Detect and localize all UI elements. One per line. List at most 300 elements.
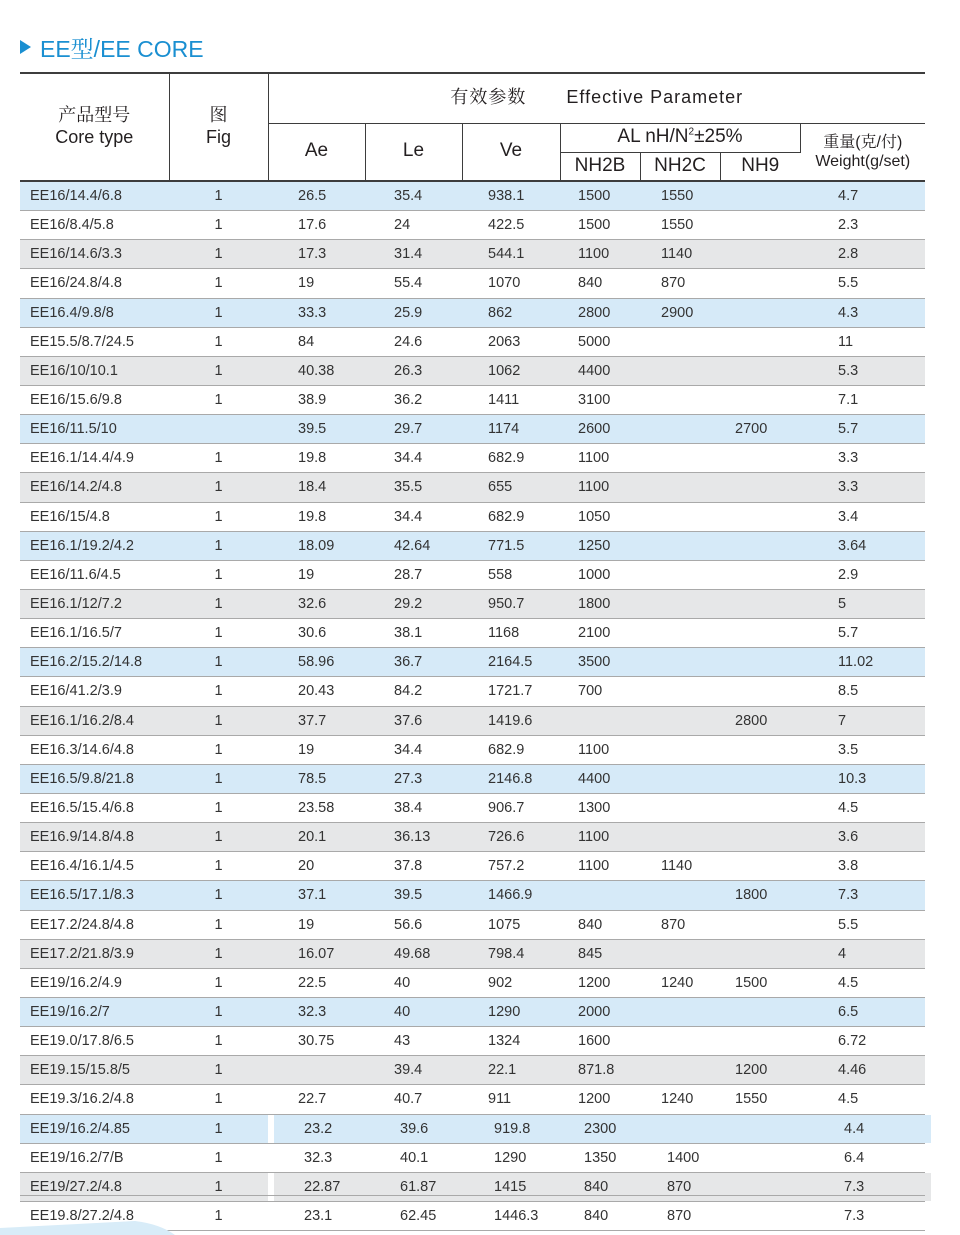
cell-w: 6.72 xyxy=(800,1027,925,1056)
table-row xyxy=(20,269,925,298)
table-row xyxy=(20,764,925,793)
cell-nh2b: 1500 xyxy=(560,181,640,211)
cell-le: 35.4 xyxy=(365,181,462,211)
cell-w: 3.6 xyxy=(800,823,925,852)
table-row xyxy=(20,648,925,677)
table-row xyxy=(20,1143,925,1172)
cell-ve: 906.7 xyxy=(462,793,560,822)
page-title xyxy=(20,30,204,64)
cell-nh9 xyxy=(720,823,800,852)
cell-nh2c xyxy=(640,823,720,852)
cell-fig: 1 xyxy=(169,385,268,414)
cell-nh9 xyxy=(720,1027,800,1056)
cell-nh2b: 2000 xyxy=(560,997,640,1026)
cell-fig: 1 xyxy=(169,560,268,589)
cell-type: EE16.4/16.1/4.5 xyxy=(20,852,169,881)
cell-fig: 1 xyxy=(169,968,268,997)
cell-nh9 xyxy=(726,1143,806,1172)
cell-ve: 919.8 xyxy=(468,1114,566,1143)
cell-fig: 1 xyxy=(169,997,268,1026)
cell-w: 4.5 xyxy=(800,1085,925,1114)
cell-fig: 1 xyxy=(169,706,268,735)
header-eff-en: Effective Parameter xyxy=(566,87,744,108)
cell-le: 24.6 xyxy=(365,327,462,356)
cell-nh2b: 1000 xyxy=(560,560,640,589)
cell-nh2b: 1350 xyxy=(566,1143,646,1172)
cell-nh2b: 2100 xyxy=(560,619,640,648)
cell-type: EE16.5/15.4/6.8 xyxy=(20,793,169,822)
cell-nh2b: 1800 xyxy=(560,589,640,618)
cell-nh9 xyxy=(720,648,800,677)
cell-nh2c xyxy=(640,735,720,764)
header-nh9: NH9 xyxy=(720,152,800,181)
cell-nh2c: 1550 xyxy=(640,181,720,211)
cell-w: 5.7 xyxy=(800,415,925,444)
table-row xyxy=(20,298,925,327)
cell-nh2b: 2600 xyxy=(560,415,640,444)
cell-fig: 1 xyxy=(169,677,268,706)
cell-le: 40.1 xyxy=(371,1143,468,1172)
cell-le: 56.6 xyxy=(365,910,462,939)
cell-le: 27.3 xyxy=(365,764,462,793)
cell-nh2b: 1300 xyxy=(560,793,640,822)
cell-ve: 862 xyxy=(462,298,560,327)
cell-nh2b: 2800 xyxy=(560,298,640,327)
header-al-suffix: ±25% xyxy=(694,126,743,148)
cell-fig: 1 xyxy=(169,735,268,764)
page-title-text: EE型/EE CORE xyxy=(40,35,204,62)
cell-le: 36.2 xyxy=(365,385,462,414)
cell-fig: 1 xyxy=(169,240,268,269)
cell-w: 7.3 xyxy=(800,881,925,910)
cell-ae: 26.5 xyxy=(268,181,365,211)
cell-fig: 1 xyxy=(169,619,268,648)
table-row xyxy=(20,910,925,939)
cell-nh9 xyxy=(720,211,800,240)
cell-ae: 22.5 xyxy=(268,968,365,997)
cell-fig: 1 xyxy=(169,648,268,677)
cell-nh2b: 3100 xyxy=(560,385,640,414)
table-row xyxy=(20,823,925,852)
cell-w: 11.02 xyxy=(800,648,925,677)
table-row xyxy=(20,240,925,269)
cell-fig: 1 xyxy=(169,269,268,298)
cell-nh2b: 1500 xyxy=(560,211,640,240)
cell-type: EE19/16.2/4.85 xyxy=(20,1114,169,1143)
header-fig-cn: 图 xyxy=(209,105,228,126)
cell-nh9 xyxy=(720,298,800,327)
cell-type: EE16.1/14.4/4.9 xyxy=(20,444,169,473)
cell-fig: 1 xyxy=(169,1056,268,1085)
cell-ve: 798.4 xyxy=(462,939,560,968)
cell-ae: 37.1 xyxy=(268,881,365,910)
cell-nh9 xyxy=(720,269,800,298)
cell-w: 3.3 xyxy=(800,444,925,473)
decorative-swoosh xyxy=(0,1218,175,1235)
cell-nh9 xyxy=(720,764,800,793)
cell-w: 2.3 xyxy=(800,211,925,240)
cell-ae: 23.1 xyxy=(274,1201,371,1230)
header-al xyxy=(560,123,800,152)
cell-nh9 xyxy=(720,473,800,502)
cell-le: 29.7 xyxy=(365,415,462,444)
cell-ae: 30.6 xyxy=(268,619,365,648)
cell-le: 34.4 xyxy=(365,444,462,473)
cell-ve: 2146.8 xyxy=(462,764,560,793)
cell-w: 6.4 xyxy=(806,1143,931,1172)
cell-nh2b: 840 xyxy=(560,910,640,939)
cell-fig: 1 xyxy=(169,181,268,211)
cell-nh9 xyxy=(720,793,800,822)
cell-ve: 1075 xyxy=(462,910,560,939)
table-body xyxy=(20,181,925,1231)
cell-ve: 2063 xyxy=(462,327,560,356)
cell-nh2c: 1140 xyxy=(640,852,720,881)
cell-type: EE16.1/16.2/8.4 xyxy=(20,706,169,735)
table-row xyxy=(20,1056,925,1085)
cell-fig: 1 xyxy=(169,881,268,910)
cell-fig: 1 xyxy=(169,823,268,852)
cell-nh2b: 871.8 xyxy=(560,1056,640,1085)
cell-ae: 38.9 xyxy=(268,385,365,414)
cell-type: EE19.15/15.8/5 xyxy=(20,1056,169,1085)
table-row xyxy=(20,589,925,618)
cell-nh2c: 1240 xyxy=(640,1085,720,1114)
table-row xyxy=(20,415,925,444)
cell-le: 37.6 xyxy=(365,706,462,735)
cell-ae: 19 xyxy=(268,735,365,764)
cell-fig: 1 xyxy=(169,939,268,968)
cell-type: EE19.3/16.2/4.8 xyxy=(20,1085,169,1114)
cell-ve: 1415 xyxy=(468,1172,566,1201)
cell-nh2b: 2300 xyxy=(566,1114,646,1143)
cell-ve: 950.7 xyxy=(462,589,560,618)
cell-ae: 32.6 xyxy=(268,589,365,618)
cell-nh2b: 4400 xyxy=(560,356,640,385)
cell-ae: 40.38 xyxy=(268,356,365,385)
cell-type: EE17.2/21.8/3.9 xyxy=(20,939,169,968)
cell-nh2c: 1550 xyxy=(640,211,720,240)
cell-w: 4.46 xyxy=(800,1056,925,1085)
cell-nh2c: 870 xyxy=(640,910,720,939)
cell-nh9 xyxy=(726,1201,806,1230)
cell-nh2b: 1200 xyxy=(560,1085,640,1114)
cell-ae: 18.09 xyxy=(268,531,365,560)
cell-le: 40 xyxy=(365,968,462,997)
table-row xyxy=(20,968,925,997)
cell-nh9 xyxy=(720,531,800,560)
cell-w: 4.5 xyxy=(800,793,925,822)
cell-ae: 20.1 xyxy=(268,823,365,852)
cell-ae: 19 xyxy=(268,910,365,939)
cell-nh9 xyxy=(726,1172,806,1201)
cell-w: 7 xyxy=(800,706,925,735)
header-core-type-cn: 产品型号 xyxy=(58,105,131,126)
cell-fig: 1 xyxy=(169,327,268,356)
cell-type: EE16/15/4.8 xyxy=(20,502,169,531)
cell-w: 2.8 xyxy=(800,240,925,269)
cell-le: 31.4 xyxy=(365,240,462,269)
cell-w: 5 xyxy=(800,589,925,618)
cell-fig: 1 xyxy=(169,473,268,502)
cell-ve: 1721.7 xyxy=(462,677,560,706)
cell-type: EE16.1/12/7.2 xyxy=(20,589,169,618)
cell-le: 61.87 xyxy=(371,1172,468,1201)
header-fig xyxy=(169,74,268,181)
cell-le: 55.4 xyxy=(365,269,462,298)
cell-le: 38.1 xyxy=(365,619,462,648)
header-weight-cn: 重量(克/付) xyxy=(823,133,903,151)
cell-nh2c xyxy=(640,1056,720,1085)
cell-le: 37.8 xyxy=(365,852,462,881)
cell-ve: 1446.3 xyxy=(468,1201,566,1230)
cell-le: 38.4 xyxy=(365,793,462,822)
cell-w: 4 xyxy=(800,939,925,968)
cell-w: 4.4 xyxy=(806,1114,931,1143)
cell-nh9 xyxy=(720,852,800,881)
cell-le: 34.4 xyxy=(365,502,462,531)
cell-nh2b: 1050 xyxy=(560,502,640,531)
cell-type: EE17.2/24.8/4.8 xyxy=(20,910,169,939)
cell-type: EE16.1/16.5/7 xyxy=(20,619,169,648)
cell-w: 3.4 xyxy=(800,502,925,531)
cell-nh2c xyxy=(640,502,720,531)
cell-type: EE15.5/8.7/24.5 xyxy=(20,327,169,356)
cell-w: 5.7 xyxy=(800,619,925,648)
cell-ve: 1070 xyxy=(462,269,560,298)
cell-ae: 20 xyxy=(268,852,365,881)
cell-type: EE16.4/9.8/8 xyxy=(20,298,169,327)
cell-nh2b: 1100 xyxy=(560,823,640,852)
cell-nh2c xyxy=(640,997,720,1026)
cell-nh2c xyxy=(640,939,720,968)
cell-ae: 32.3 xyxy=(268,997,365,1026)
cell-ae: 22.7 xyxy=(268,1085,365,1114)
cell-le: 62.45 xyxy=(371,1201,468,1230)
cell-type: EE16.3/14.6/4.8 xyxy=(20,735,169,764)
table-row xyxy=(20,1114,925,1143)
cell-ae: 19.8 xyxy=(268,502,365,531)
cell-nh9 xyxy=(720,240,800,269)
cell-nh2b: 4400 xyxy=(560,764,640,793)
cell-fig: 1 xyxy=(169,531,268,560)
cell-le: 36.13 xyxy=(365,823,462,852)
cell-le: 39.6 xyxy=(371,1114,468,1143)
cell-nh9 xyxy=(720,997,800,1026)
table-row xyxy=(20,531,925,560)
header-weight xyxy=(800,123,925,181)
cell-ae: 39.5 xyxy=(268,415,365,444)
cell-nh9 xyxy=(726,1114,806,1143)
cell-type: EE16/11.5/10 xyxy=(20,415,169,444)
cell-type: EE19.0/17.8/6.5 xyxy=(20,1027,169,1056)
cell-nh2c: 870 xyxy=(646,1172,726,1201)
cell-le: 26.3 xyxy=(365,356,462,385)
header-le: Le xyxy=(365,123,462,181)
cell-nh2c xyxy=(640,619,720,648)
cell-fig: 1 xyxy=(169,589,268,618)
cell-nh2b: 1100 xyxy=(560,473,640,502)
cell-ve: 1290 xyxy=(462,997,560,1026)
cell-type: EE16/24.8/4.8 xyxy=(20,269,169,298)
cell-ae: 78.5 xyxy=(268,764,365,793)
cell-le: 28.7 xyxy=(365,560,462,589)
cell-nh2c xyxy=(640,356,720,385)
cell-w: 5.5 xyxy=(800,910,925,939)
table-row xyxy=(20,473,925,502)
cell-nh2c xyxy=(646,1114,726,1143)
cell-ve: 682.9 xyxy=(462,444,560,473)
table-row xyxy=(20,677,925,706)
header-weight-en: Weight(g/set) xyxy=(815,152,911,170)
cell-type: EE19/16.2/7 xyxy=(20,997,169,1026)
cell-type: EE19/27.2/4.8 xyxy=(20,1172,169,1201)
cell-nh9 xyxy=(720,181,800,211)
table-row xyxy=(20,619,925,648)
cell-ve: 655 xyxy=(462,473,560,502)
cell-fig: 1 xyxy=(169,356,268,385)
cell-fig xyxy=(169,415,268,444)
cell-ve: 422.5 xyxy=(462,211,560,240)
cell-type: EE16/8.4/5.8 xyxy=(20,211,169,240)
cell-ae: 17.3 xyxy=(268,240,365,269)
cell-ae: 16.07 xyxy=(268,939,365,968)
cell-type: EE16.9/14.8/4.8 xyxy=(20,823,169,852)
cell-w: 5.5 xyxy=(800,269,925,298)
cell-ae: 20.43 xyxy=(268,677,365,706)
cell-nh9: 1800 xyxy=(720,881,800,910)
cell-fig: 1 xyxy=(169,852,268,881)
cell-ae: 37.7 xyxy=(268,706,365,735)
cell-ae: 30.75 xyxy=(268,1027,365,1056)
cell-le: 25.9 xyxy=(365,298,462,327)
cell-nh9: 1500 xyxy=(720,968,800,997)
cell-nh2b: 840 xyxy=(566,1201,646,1230)
cell-w: 2.9 xyxy=(800,560,925,589)
cell-ve: 1419.6 xyxy=(462,706,560,735)
cell-fig: 1 xyxy=(169,1085,268,1114)
bottom-rule xyxy=(20,1195,925,1196)
cell-nh2c: 2900 xyxy=(640,298,720,327)
table-row xyxy=(20,356,925,385)
cell-nh2b: 845 xyxy=(560,939,640,968)
cell-ve: 682.9 xyxy=(462,735,560,764)
cell-ve: 2164.5 xyxy=(462,648,560,677)
cell-type: EE19/16.2/4.9 xyxy=(20,968,169,997)
cell-ae: 58.96 xyxy=(268,648,365,677)
cell-nh9 xyxy=(720,444,800,473)
cell-ve: 1174 xyxy=(462,415,560,444)
cell-nh2b: 1100 xyxy=(560,240,640,269)
header-effective-parameter xyxy=(268,74,925,123)
cell-w: 4.7 xyxy=(800,181,925,211)
cell-ae: 17.6 xyxy=(268,211,365,240)
table-row xyxy=(20,385,925,414)
table-row xyxy=(20,1085,925,1114)
header-al-prefix: AL nH/N xyxy=(617,126,689,148)
table-row xyxy=(20,327,925,356)
cell-nh2c xyxy=(640,473,720,502)
cell-ve: 1062 xyxy=(462,356,560,385)
cell-type: EE19.8/27.2/4.8 xyxy=(20,1201,169,1230)
cell-nh9: 2700 xyxy=(720,415,800,444)
cell-w: 7.1 xyxy=(800,385,925,414)
header-core-type xyxy=(20,74,169,181)
cell-fig: 1 xyxy=(169,298,268,327)
header-fig-en: Fig xyxy=(205,127,231,147)
cell-nh2c: 1140 xyxy=(640,240,720,269)
cell-type: EE16/11.6/4.5 xyxy=(20,560,169,589)
cell-nh9 xyxy=(720,356,800,385)
cell-nh2b: 1250 xyxy=(560,531,640,560)
cell-nh9 xyxy=(720,327,800,356)
cell-type: EE16/14.6/3.3 xyxy=(20,240,169,269)
cell-ve: 1466.9 xyxy=(462,881,560,910)
table-row xyxy=(20,939,925,968)
cell-nh2b: 700 xyxy=(560,677,640,706)
cell-ve: 544.1 xyxy=(462,240,560,269)
table-row xyxy=(20,211,925,240)
cell-ae: 18.4 xyxy=(268,473,365,502)
cell-w: 3.8 xyxy=(800,852,925,881)
cell-nh2c xyxy=(640,706,720,735)
cell-ve: 682.9 xyxy=(462,502,560,531)
cell-ve: 771.5 xyxy=(462,531,560,560)
table-row xyxy=(20,881,925,910)
cell-ae: 32.3 xyxy=(274,1143,371,1172)
cell-ae xyxy=(268,1056,365,1085)
cell-ve: 757.2 xyxy=(462,852,560,881)
cell-w: 10.3 xyxy=(800,764,925,793)
cell-le: 36.7 xyxy=(365,648,462,677)
cell-type: EE16/10/10.1 xyxy=(20,356,169,385)
cell-w: 5.3 xyxy=(800,356,925,385)
cell-w: 8.5 xyxy=(800,677,925,706)
cell-fig: 1 xyxy=(169,1027,268,1056)
cell-le: 39.5 xyxy=(365,881,462,910)
table-row xyxy=(20,181,925,211)
cell-ve: 911 xyxy=(462,1085,560,1114)
cell-ae: 33.3 xyxy=(268,298,365,327)
table-row xyxy=(20,1027,925,1056)
cell-w: 4.5 xyxy=(800,968,925,997)
header-ve: Ve xyxy=(462,123,560,181)
cell-nh2b: 1600 xyxy=(560,1027,640,1056)
cell-ae: 22.87 xyxy=(274,1172,371,1201)
cell-ae: 19.8 xyxy=(268,444,365,473)
cell-le: 42.64 xyxy=(365,531,462,560)
cell-nh9 xyxy=(720,385,800,414)
header-nh2c: NH2C xyxy=(640,152,720,181)
cell-nh2b: 1100 xyxy=(560,735,640,764)
header-nh2b: NH2B xyxy=(560,152,640,181)
cell-ve: 1411 xyxy=(462,385,560,414)
cell-nh2c xyxy=(640,1027,720,1056)
cell-w: 3.5 xyxy=(800,735,925,764)
cell-w: 7.3 xyxy=(806,1172,931,1201)
table-row xyxy=(20,735,925,764)
cell-nh9 xyxy=(720,735,800,764)
cell-nh2b xyxy=(560,706,640,735)
cell-nh9: 1200 xyxy=(720,1056,800,1085)
cell-type: EE19/16.2/7/B xyxy=(20,1143,169,1172)
cell-nh9 xyxy=(720,502,800,531)
cell-le: 84.2 xyxy=(365,677,462,706)
cell-nh2b: 5000 xyxy=(560,327,640,356)
cell-le: 35.5 xyxy=(365,473,462,502)
cell-nh2c xyxy=(640,327,720,356)
cell-fig: 1 xyxy=(169,1143,268,1172)
